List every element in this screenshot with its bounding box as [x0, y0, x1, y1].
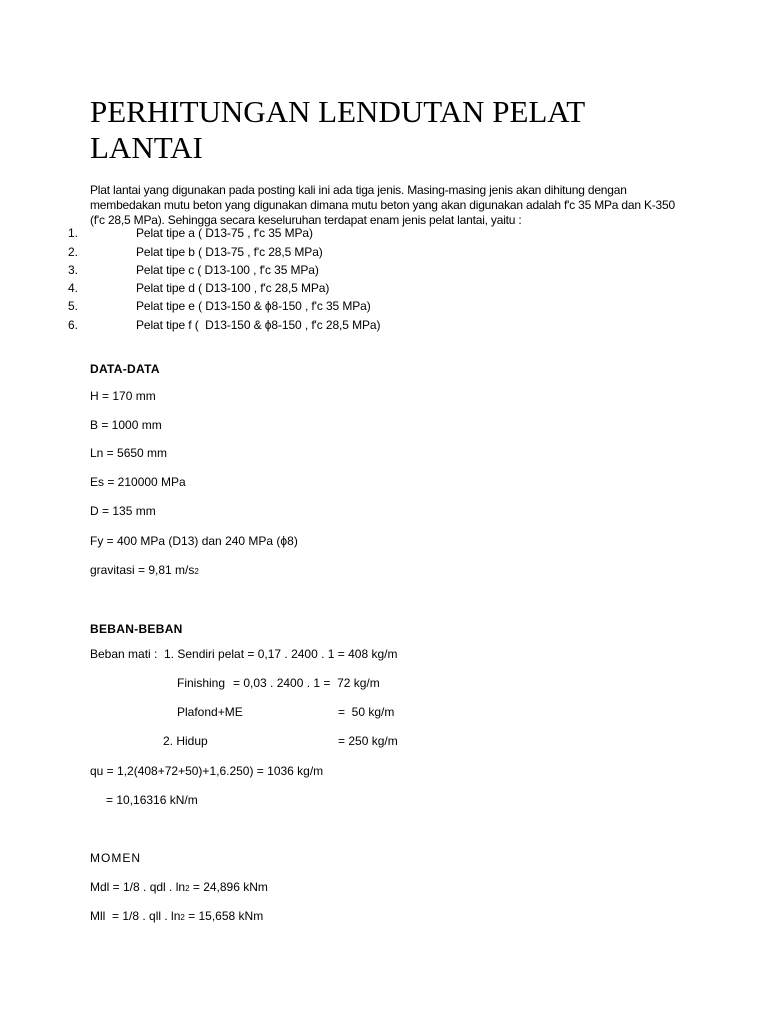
data-item: Fy = 400 MPa (D13) dan 240 MPa (ϕ8): [90, 534, 298, 548]
list-text: Pelat tipe d ( D13-100 , f'c 28,5 MPa): [136, 281, 330, 295]
section-heading-data: DATA-DATA: [90, 362, 160, 376]
data-item-gravity: [90, 563, 199, 579]
dead-load-label: Beban mati :: [90, 647, 158, 661]
list-text: Pelat tipe b ( D13-75 , f'c 28,5 MPa): [136, 245, 323, 259]
page-title: [90, 94, 585, 166]
data-item: Es = 210000 MPa: [90, 475, 186, 489]
intro-line: (f'c 28,5 MPa). Sehingga secara keseluruhan terdapat enam jenis pelat lantai, yaitu :: [90, 213, 522, 227]
live-load-label: 2. Hidup: [163, 734, 208, 748]
finishing-label: Finishing: [177, 676, 226, 690]
list-text: Pelat tipe c ( D13-100 , f'c 35 MPa): [136, 263, 319, 277]
live-load-moment: [90, 909, 263, 925]
intro-line: Plat lantai yang digunakan pada posting kali ini ada tiga jenis. Masing-masing jenis akan dihitung dengan: [90, 183, 627, 197]
data-item: Ln = 5650 mm: [90, 446, 168, 460]
list-number: 1.: [68, 226, 79, 240]
data-item: D = 135 mm: [90, 504, 156, 518]
list-text: Pelat tipe f ( D13-150 & ϕ8-150 , f'c 28,5 MPa): [136, 318, 381, 332]
gravity-text: gravitasi = 9,81 m/s: [90, 563, 195, 577]
mll-subscript: 2: [180, 913, 185, 922]
dead-load-moment: [90, 880, 268, 896]
ultimate-load-converted: = 10,16316 kN/m: [106, 793, 198, 807]
list-text: Pelat tipe a ( D13-75 , f'c 35 MPa): [136, 226, 313, 240]
mdl-subscript: 2: [185, 884, 190, 893]
section-heading-moment: MOMEN: [90, 851, 141, 865]
list-number: 5.: [68, 299, 79, 313]
live-load-value: = 250 kg/m: [338, 734, 398, 748]
list-text: Pelat tipe e ( D13-150 & ϕ8-150 , f'c 35 MPa): [136, 299, 371, 313]
list-number: 4.: [68, 281, 79, 295]
data-item: B = 1000 mm: [90, 418, 162, 432]
list-number: 3.: [68, 263, 79, 277]
finishing-calc: = 0,03 . 2400 . 1 = 72 kg/m: [233, 676, 380, 690]
ultimate-load: qu = 1,2(408+72+50)+1,6.250) = 1036 kg/m: [90, 764, 324, 778]
gravity-exponent: 2: [194, 567, 199, 576]
ceiling-value: = 50 kg/m: [338, 705, 395, 719]
ceiling-label: Plafond+ME: [177, 705, 243, 719]
mdl-result: = 24,896 kNm: [189, 880, 268, 894]
intro-line: membedakan mutu beton yang digunakan dimana mutu beton yang akan digunakan adalah f'c 35 MPa dan K-350: [90, 198, 675, 212]
list-number: 6.: [68, 318, 79, 332]
section-heading-loads: BEBAN-BEBAN: [90, 622, 183, 636]
page-title-line-2: LANTAI: [90, 130, 203, 165]
mll-result: = 15,658 kNm: [184, 909, 264, 923]
mdl-formula: Mdl = 1/8 . qdl . ln: [90, 880, 186, 894]
page-title-line-1: PERHITUNGAN LENDUTAN PELAT: [90, 94, 586, 129]
self-weight-calc: 1. Sendiri pelat = 0,17 . 2400 . 1 = 408 kg/m: [164, 647, 398, 661]
mll-formula: Mll = 1/8 . qll . ln: [90, 909, 181, 923]
data-item: H = 170 mm: [90, 389, 156, 403]
list-number: 2.: [68, 245, 79, 259]
